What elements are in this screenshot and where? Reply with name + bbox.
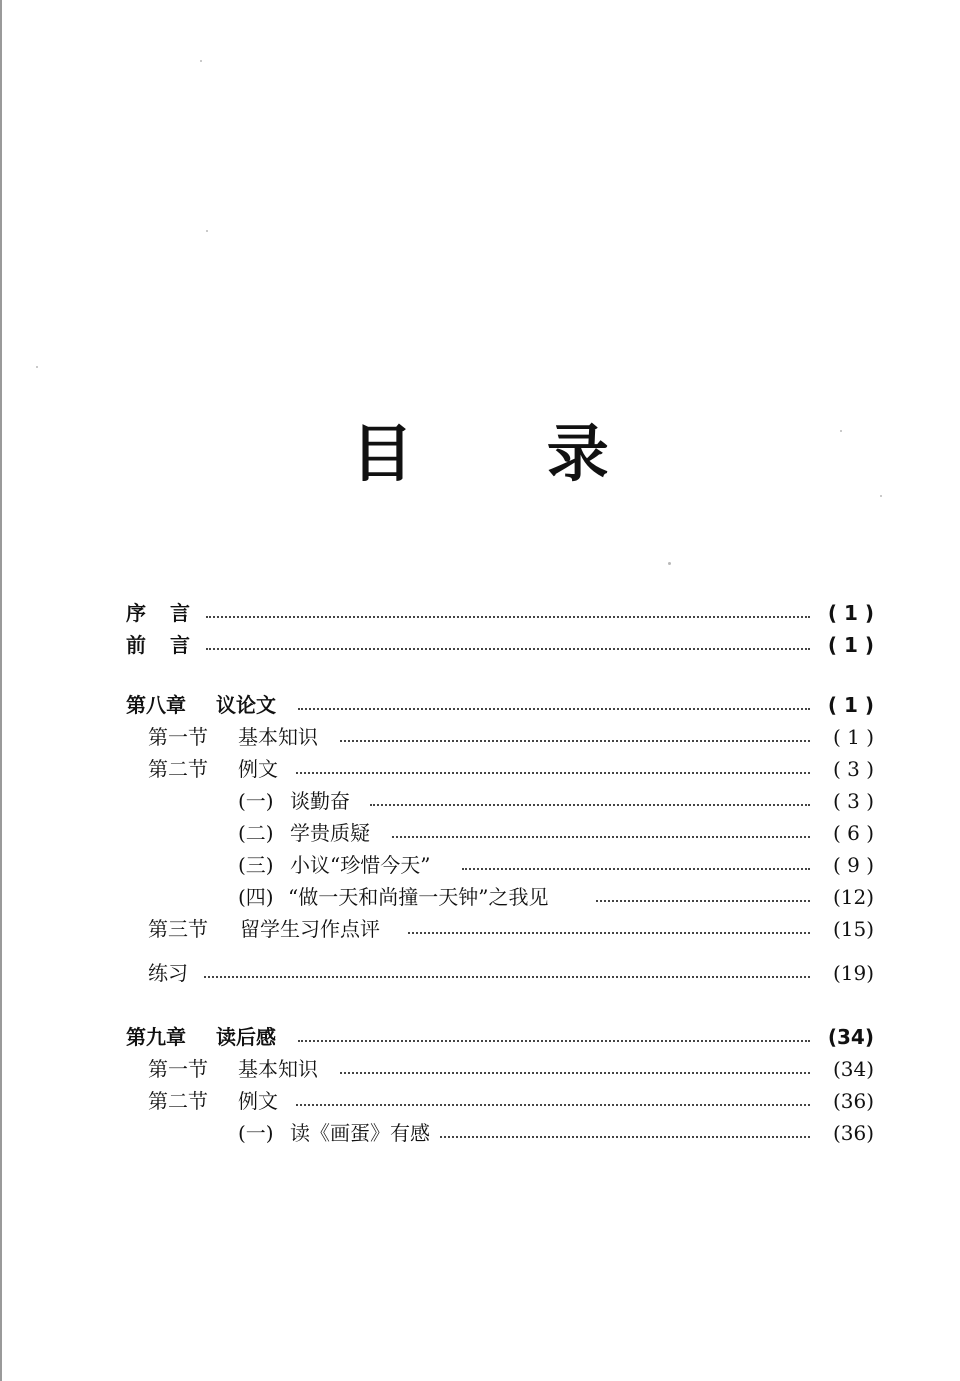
- toc-row-section[interactable]: [0, 914, 960, 944]
- toc-entry-title: “做一天和尚撞一天钟”之我见: [288, 885, 549, 909]
- toc-entry-title: 谈勤奋: [290, 789, 350, 813]
- toc-row-chapter-9[interactable]: [0, 1022, 960, 1052]
- toc-entry-title: 读后感: [216, 1025, 276, 1049]
- toc-entry-title: 例文: [238, 757, 278, 781]
- toc-entry-title: 言: [170, 601, 190, 625]
- toc-leader-dots: [392, 836, 810, 838]
- toc-row-preface[interactable]: [0, 598, 960, 628]
- scan-speckle: [880, 495, 882, 497]
- scan-speckle: [36, 366, 38, 368]
- toc-entry-number: 第二节: [148, 1089, 208, 1113]
- scan-speckle: [206, 230, 208, 232]
- toc-entry-number: 第一节: [148, 725, 208, 749]
- toc-entry-number: 序: [126, 601, 146, 625]
- scan-speckle: [668, 562, 671, 565]
- toc-page-number: ( 3 ): [832, 789, 874, 813]
- toc-leader-dots: [440, 1136, 810, 1138]
- toc-entry-title: 基本知识: [238, 725, 318, 749]
- toc-leader-dots: [462, 868, 810, 870]
- toc-page-number: ( 1 ): [827, 633, 874, 657]
- toc-leader-dots: [596, 900, 810, 902]
- toc-row-exercises[interactable]: [0, 958, 960, 988]
- toc-leader-dots: [296, 1104, 810, 1106]
- toc-page-number: ( 1 ): [827, 693, 874, 717]
- toc-entry-title: 留学生习作点评: [240, 917, 380, 941]
- toc-row-chapter-8[interactable]: [0, 690, 960, 720]
- scan-speckle: [200, 60, 202, 62]
- toc-page-number: (19): [832, 961, 874, 985]
- toc-entry-number: 第九章: [126, 1025, 186, 1049]
- toc-entry-number: 第二节: [148, 757, 208, 781]
- toc-page-number: (34): [827, 1025, 874, 1049]
- toc-page-number: (12): [832, 885, 874, 909]
- toc-entry-title: 小议“珍惜今天”: [290, 853, 431, 877]
- toc-page-number: ( 9 ): [832, 853, 874, 877]
- toc-row-subsection[interactable]: [0, 786, 960, 816]
- toc-entry-number: (三): [238, 853, 274, 877]
- toc-entry-title: 学贵质疑: [290, 821, 370, 845]
- toc-page-number: (34): [832, 1057, 874, 1081]
- toc-row-foreword[interactable]: [0, 630, 960, 660]
- toc-leader-dots: [298, 1040, 810, 1042]
- toc-row-section[interactable]: [0, 1086, 960, 1116]
- toc-page-number: ( 6 ): [832, 821, 874, 845]
- toc-leader-dots: [206, 648, 810, 650]
- toc-entry-number: 第一节: [148, 1057, 208, 1081]
- toc-leader-dots: [370, 804, 810, 806]
- toc-row-subsection[interactable]: [0, 882, 960, 912]
- toc-leader-dots: [340, 1072, 810, 1074]
- toc-row-section[interactable]: [0, 1054, 960, 1084]
- toc-entry-title: 言: [170, 633, 190, 657]
- toc-row-section[interactable]: [0, 722, 960, 752]
- toc-entry-title: 议论文: [216, 693, 276, 717]
- toc-row-section[interactable]: [0, 754, 960, 784]
- toc-row-subsection[interactable]: [0, 1118, 960, 1148]
- toc-leader-dots: [296, 772, 810, 774]
- toc-leader-dots: [206, 616, 810, 618]
- toc-leader-dots: [298, 708, 810, 710]
- toc-page-number: (15): [832, 917, 874, 941]
- toc-entry-number: 第三节: [148, 917, 208, 941]
- toc-page-number: ( 3 ): [832, 757, 874, 781]
- page-title: 目 录: [351, 416, 665, 490]
- toc-row-subsection[interactable]: [0, 850, 960, 880]
- toc-leader-dots: [408, 932, 810, 934]
- toc-entry-title: 例文: [238, 1089, 278, 1113]
- toc-page-number: (36): [832, 1089, 874, 1113]
- toc-page-number: ( 1 ): [832, 725, 874, 749]
- toc-leader-dots: [204, 976, 810, 978]
- toc-leader-dots: [340, 740, 810, 742]
- toc-entry-number: (二): [238, 821, 274, 845]
- toc-page-number: ( 1 ): [827, 601, 874, 625]
- toc-entry-title: 练习: [148, 961, 188, 985]
- toc-entry-number: 第八章: [126, 693, 186, 717]
- toc-entry-number: (四): [238, 885, 274, 909]
- toc-entry-title: 读《画蛋》有感: [290, 1121, 430, 1145]
- toc-entry-number: (一): [238, 789, 274, 813]
- toc-page-number: (36): [832, 1121, 874, 1145]
- toc-entry-title: 基本知识: [238, 1057, 318, 1081]
- toc-entry-number: 前: [126, 633, 146, 657]
- toc-entry-number: (一): [238, 1121, 274, 1145]
- toc-row-subsection[interactable]: [0, 818, 960, 848]
